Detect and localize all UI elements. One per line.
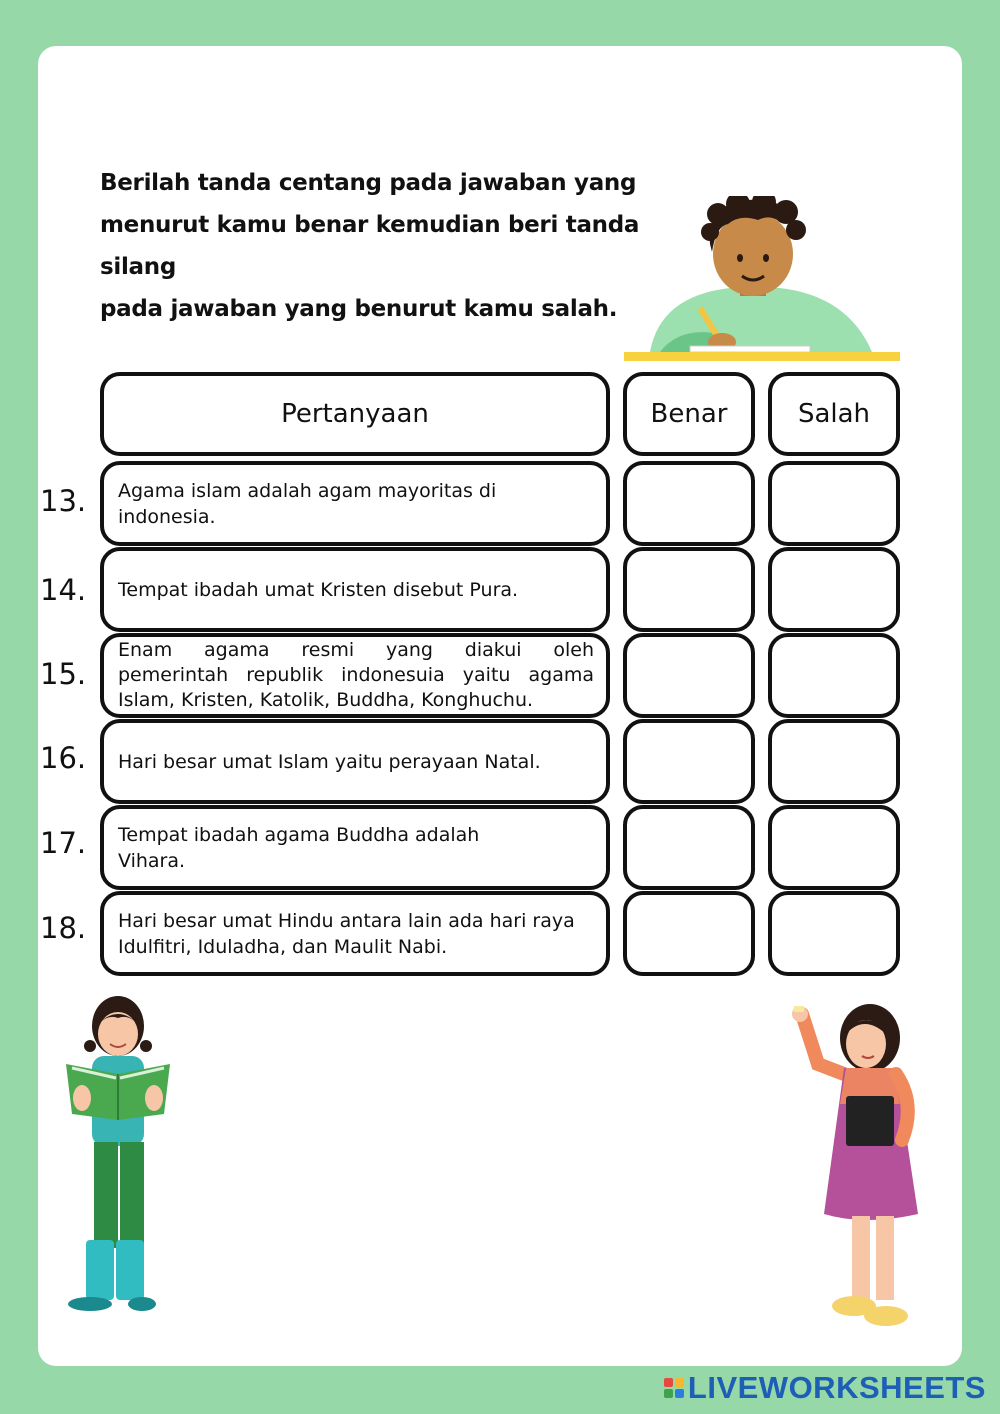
header-true-label: Benar [650, 399, 728, 429]
instructions-line-2: menurut kamu benar kemudian beri tanda silang [100, 212, 640, 280]
answer-true-checkbox[interactable] [623, 891, 755, 976]
answer-true-checkbox[interactable] [623, 547, 755, 632]
question-text: Tempat ibadah umat Kristen disebut Pura. [118, 578, 519, 601]
question-text: Hari besar umat Islam yaitu perayaan Natal. [118, 750, 541, 773]
header-false-label: Salah [797, 399, 871, 429]
answer-true-checkbox[interactable] [623, 805, 755, 890]
question-number: 14. [40, 573, 87, 607]
question-text-line: Islam, Kristen, Katolik, Buddha, Konghuchu. [118, 689, 534, 711]
question-box [100, 891, 610, 976]
question-box [100, 461, 610, 546]
question-box [100, 547, 610, 632]
liveworksheets-logo-icon [664, 1378, 684, 1398]
question-text-line: Enam agama resmi yang diakui oleh [118, 639, 594, 661]
question-text-line: pemerintah republik indonesuia yaitu agama [118, 664, 594, 686]
question-box [100, 633, 610, 718]
answer-false-checkbox[interactable] [768, 461, 900, 546]
header-question-label: Pertanyaan [281, 399, 429, 429]
instructions [100, 162, 700, 330]
answer-false-checkbox[interactable] [768, 891, 900, 976]
boy-writing-illustration [620, 196, 905, 366]
question-box [100, 719, 610, 804]
question-number: 13. [40, 484, 87, 518]
question-number: 17. [40, 826, 87, 860]
answer-true-checkbox[interactable] [623, 633, 755, 718]
question-text: Tempat ibadah agama Buddha adalah Vihara. [118, 823, 480, 872]
answer-true-checkbox[interactable] [623, 719, 755, 804]
answer-false-checkbox[interactable] [768, 805, 900, 890]
answer-false-checkbox[interactable] [768, 719, 900, 804]
header-true [623, 372, 755, 456]
answer-false-checkbox[interactable] [768, 633, 900, 718]
girl-reading-illustration [58, 994, 188, 1314]
liveworksheets-logo[interactable] [664, 1370, 986, 1406]
question-number: 18. [40, 911, 87, 945]
question-box [100, 805, 610, 890]
logo-square-green [664, 1389, 673, 1398]
answer-true-checkbox[interactable] [623, 461, 755, 546]
logo-square-blue [675, 1389, 684, 1398]
header-question [100, 372, 610, 456]
instructions-line-1: Berilah tanda centang pada jawaban yang [100, 170, 637, 196]
girl-pointing-illustration [784, 1004, 934, 1329]
question-text: Hari besar umat Hindu antara lain ada hari raya Idulfitri, Iduladha, dan Maulit Nabi. [118, 909, 575, 958]
logo-square-red [664, 1378, 673, 1387]
question-number: 16. [40, 741, 87, 775]
liveworksheets-logo-text: LIVEWORKSHEETS [687, 1370, 986, 1405]
instructions-line-3: pada jawaban yang benurut kamu salah. [100, 296, 618, 322]
header-false [768, 372, 900, 456]
question-number: 15. [40, 657, 87, 691]
logo-square-yellow [675, 1378, 684, 1387]
question-text: Agama islam adalah agam mayoritas di indonesia. [118, 479, 497, 528]
answer-false-checkbox[interactable] [768, 547, 900, 632]
question-text [118, 638, 594, 713]
